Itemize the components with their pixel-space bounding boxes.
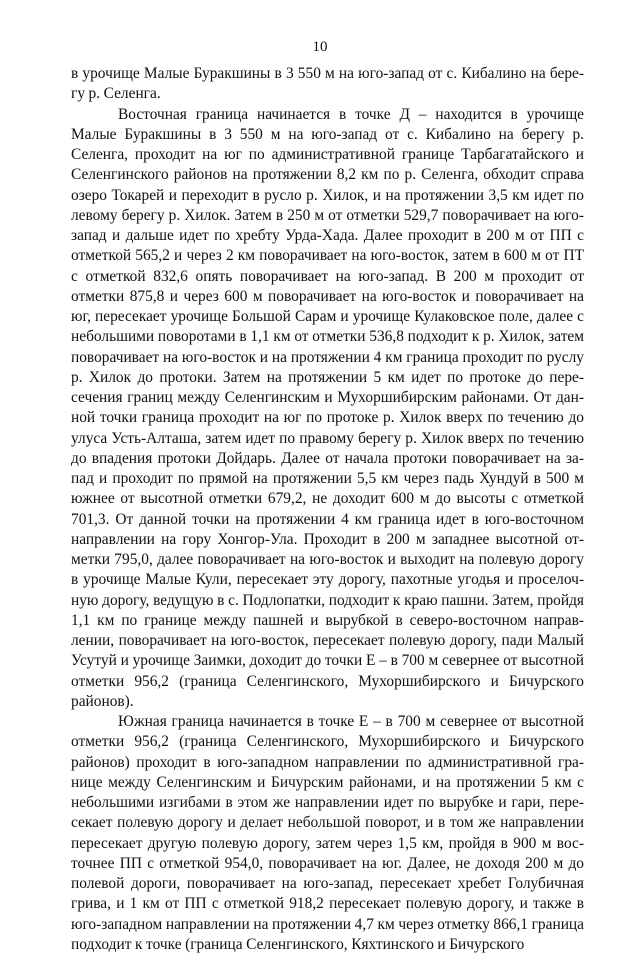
paragraph-southern-border: Южная граница начинается в точке Е – в 700 м севернее от высотной отметки 956,2 (граница Селенгинского, Мухоршибирского и Бичурского районов) проходит в юго-западном направлении по административной границе между Селенгинским и Бичурским районами, и на протяжении 5 км с небольшими изгибами в этом же направлении идет по вырубке и гари, пересекает полевую дорогу и делает небольшой поворот, и в том же направлении пересекает другую полевую дорогу, затем через 1,5 км, пройдя в 900 м восточнее ПП с отметкой 954,0, поворачивает на юг. Далее, не доходя 200 м до полевой дороги, поворачивает на юго-запад, пересекает хребет Голубичная грива, и 1 км от ПП с отметкой 918,2 пересекает полевую дорогу, и также в юго-западном направлении на протяжении 4,7 км через отметку 866,1 граница подходит к точке (граница Селенгинского, Кяхтинского и Бичурского <box>71 713 584 953</box>
paragraph-eastern-border: Восточная граница начинается в точке Д – находится в урочище Малые Буракшины в 3 550 м на юго-запад от с. Кибалино на берегу р. Селенга, проходит на юг по административной границе Тарбагатайского и Селенгинского районов на протяжении 8,2 км по р. Селенга, обходит справа озеро Токарей и переходит в русло р. Хилок, и на протяжении 3,5 км идет по левому берегу р. Хилок. Затем в 250 м от отметки 529,7 поворачивает на юго-запад и дальше идет по хребту Урда-Хада. Далее проходит в 200 м от ПП с отметкой 565,2 и через 2 км поворачивает на юго-восток, затем в 600 м от ПТ с отметкой 832,6 опять поворачивает на юго-запад. В 200 м проходит от отметки 875,8 и через 600 м поворачивает на юго-восток и поворачивает на юг, пересекает урочище Большой Сарам и урочище Кулаковское поле, далее с небольшими поворотами в 1,1 км от отметки 536,8 подходит к р. Хилок, затем поворачивает на юго-восток и на протяжении 4 км граница проходит по руслу р. Хилок до протоки. Затем на протяжении 5 км идет по протоке до пересечения границ между Селенгинским и Мухоршибирским районами. От данной точки граница проходит на юг по протоке р. Хилок вверх по течению до улуса Усть-Алташа, затем идет по правому берегу р. Хилок вверх по течению до впадения протоки Дойдарь. Далее от начала протоки поворачивает на запад и проходит по прямой на протяжении 5,5 км через падь Хундуй в 500 м южнее от высотной отметки 679,2, не доходит 600 м до высоты с отметкой 701,3. От данной точки на протяжении 4 км граница идет в юго-восточном направлении на гору Хонгор-Ула. Проходит в 200 м западнее высотной отметки 795,0, далее поворачивает на юго-восток и выходит на полевую дорогу в урочище Малые Кули, пересекает эту дорогу, пахотные угодья и проселочную дорогу, ведущую в с. Подлопатки, подходит к краю пашни. Затем, пройдя 1,1 км по границе между пашней и вырубкой в северо-восточном направлении, поворачивает на юго-восток, пересекает полевую дорогу, пади Малый Усутуй и урочище Заимки, доходит до точки Е – в 700 м севернее от высотной отметки 956,2 (граница Селенгинского, Мухоршибирского и Бичурского районов). <box>71 105 584 710</box>
page-number: 10 <box>312 39 328 55</box>
document-body <box>71 64 584 955</box>
paragraph-continuation: в урочище Малые Буракшины в 3 550 м на юго-запад от с. Кибалино на берегу р. Селенга. <box>71 65 584 103</box>
